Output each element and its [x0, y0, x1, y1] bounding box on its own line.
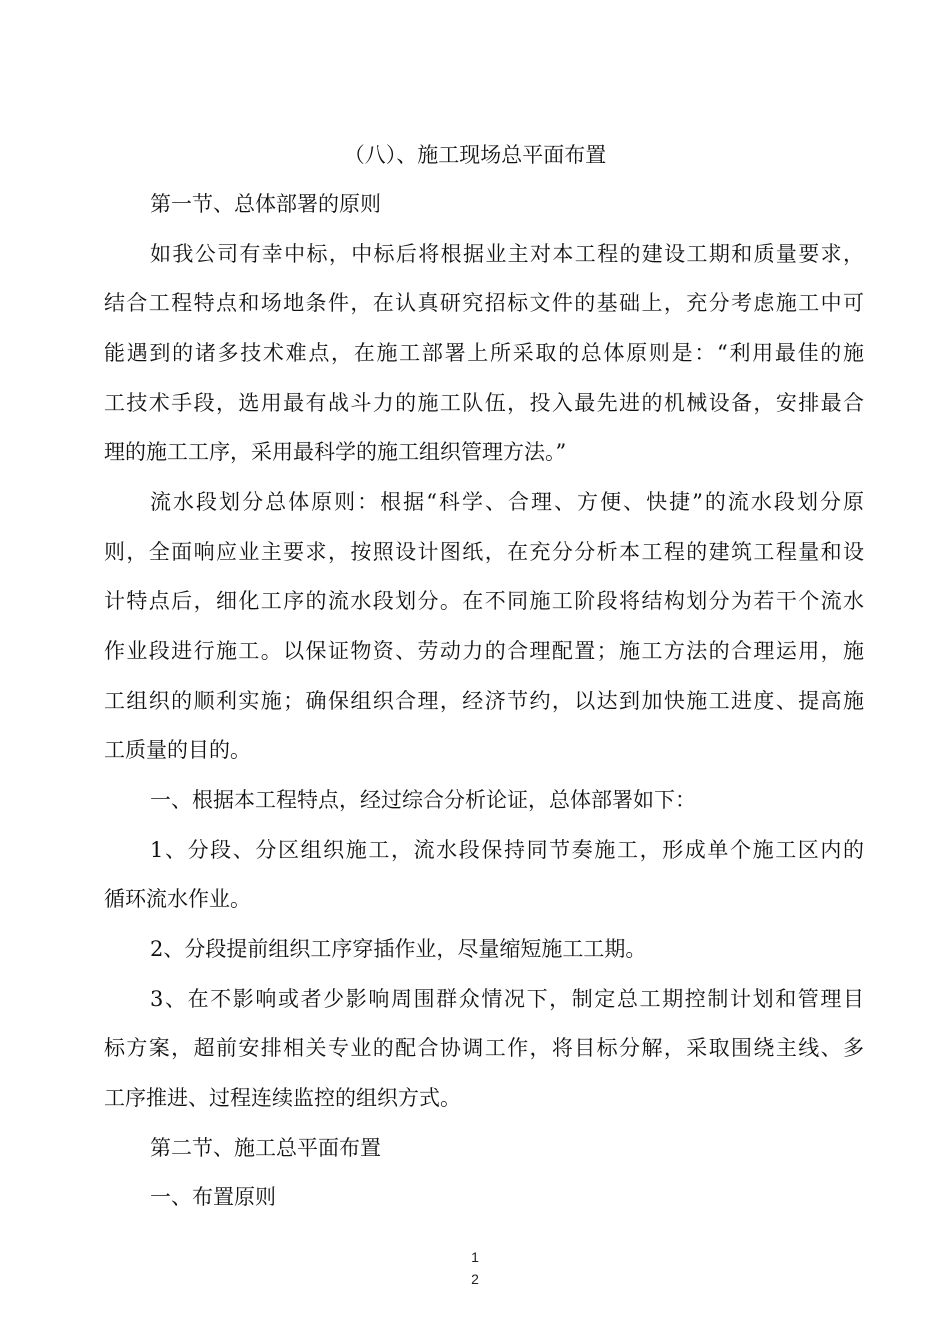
paragraph-line: 作业段进行施工。以保证物资、劳动力的合理配置；施工方法的合理运用，施 [104, 639, 864, 663]
section-heading: 第二节、施工总平面布置 [150, 1136, 381, 1160]
paragraph-line: 计特点后，细化工序的流水段划分。在不同施工阶段将结构划分为若干个流水 [104, 589, 864, 613]
list-item: 循环流水作业。 [104, 887, 251, 911]
paragraph-line: 工质量的目的。 [104, 738, 251, 762]
paragraph-line: 理的施工工序，采用最科学的施工组织管理方法。” [104, 440, 567, 464]
paragraph-line: 工技术手段，选用最有战斗力的施工队伍，投入最先进的机械设备，安排最合 [104, 391, 864, 415]
paragraph-line: 流水段划分总体原则：根据“科学、合理、方便、快捷”的流水段划分原 [150, 490, 864, 514]
list-item: 标方案，超前安排相关专业的配合协调工作，将目标分解，采取围绕主线、多 [104, 1036, 864, 1060]
paragraph-line: 能遇到的诸多技术难点，在施工部署上所采取的总体原则是：“利用最佳的施 [104, 341, 864, 365]
paragraph-line: 结合工程特点和场地条件，在认真研究招标文件的基础上，充分考虑施工中可 [104, 291, 864, 315]
list-item: 2、分段提前组织工序穿插作业，尽量缩短施工工期。 [150, 937, 647, 961]
page-number: 2 [471, 1271, 479, 1287]
list-intro: 一、根据本工程特点，经过综合分析论证，总体部署如下： [150, 788, 696, 812]
section-heading: 第一节、总体部署的原则 [150, 192, 381, 216]
page-number: 1 [471, 1249, 479, 1265]
list-item: 3、在不影响或者少影响周围群众情况下，制定总工期控制计划和管理目 [150, 987, 864, 1011]
paragraph-line: 如我公司有幸中标，中标后将根据业主对本工程的建设工期和质量要求， [150, 242, 864, 266]
paragraph-line: 则，全面响应业主要求，按照设计图纸，在充分分析本工程的建筑工程量和设 [104, 540, 864, 564]
list-item: 1、分段、分区组织施工，流水段保持同节奏施工，形成单个施工区内的 [150, 838, 864, 862]
page-title: （八）、施工现场总平面布置 [343, 143, 607, 167]
list-item: 工序推进、过程连续监控的组织方式。 [104, 1086, 461, 1110]
paragraph-line: 工组织的顺利实施；确保组织合理，经济节约，以达到加快施工进度、提高施 [104, 689, 864, 713]
subsection-heading: 一、布置原则 [150, 1185, 276, 1209]
